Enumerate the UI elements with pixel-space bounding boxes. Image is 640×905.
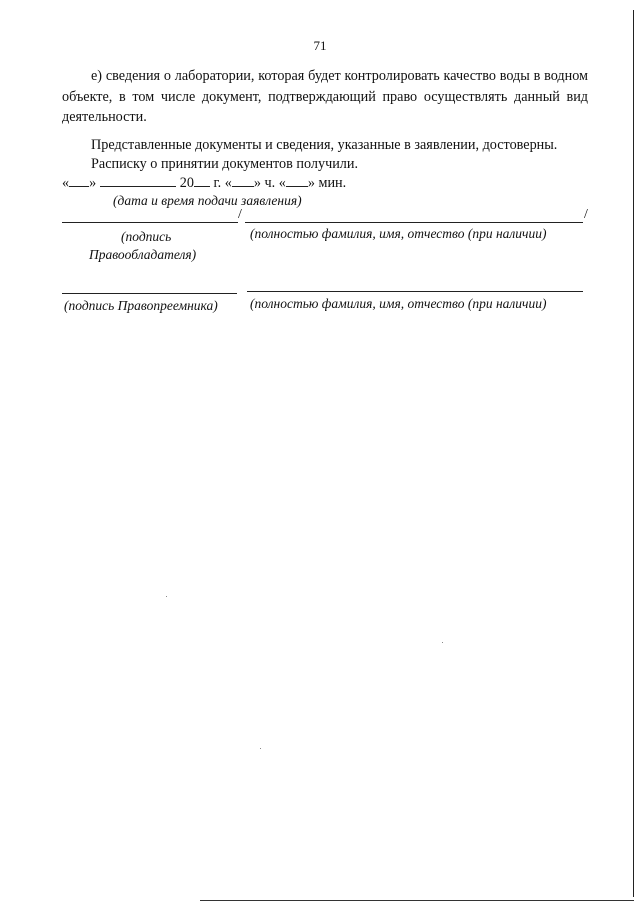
- month-blank: [100, 174, 176, 187]
- successor-fullname-line: [247, 291, 583, 292]
- minute-label: » мин.: [307, 175, 347, 191]
- paragraph-laboratory-info: е) сведения о лаборатории, которая будет контролировать качество воды в водном объекте, в том числе документ, подтверждающий право осуществлять данный вид деятельности.: [62, 68, 588, 125]
- scan-speck: [166, 596, 167, 597]
- holder-fullname-line: [245, 222, 583, 223]
- scan-speck: [260, 748, 261, 749]
- separator-slash-2: /: [584, 207, 588, 222]
- page-edge-bottom: [200, 900, 634, 901]
- scan-speck: [442, 642, 443, 643]
- separator-slash-1: /: [238, 207, 242, 222]
- hour-label: » ч.: [253, 175, 276, 191]
- year-blank: [194, 174, 210, 187]
- quote-open: «: [62, 175, 70, 191]
- minute-blank: [286, 174, 308, 187]
- page-number: 71: [313, 38, 327, 53]
- quote-close: »: [89, 175, 97, 191]
- year-suffix: г.: [213, 175, 222, 191]
- caption-successor-signature: (подпись Правопреемника): [64, 298, 218, 313]
- holder-signature-line: [62, 222, 238, 223]
- caption-successor-fullname: (полностью фамилия, имя, отчество (при наличии): [250, 296, 547, 311]
- caption-holder-signature-1: (подпись: [121, 229, 172, 244]
- date-caption: (дата и время подачи заявления): [113, 193, 302, 208]
- page-edge-right: [633, 10, 634, 897]
- receipt-received: Расписку о принятии документов получили.: [91, 156, 359, 172]
- caption-holder-signature-2: Правообладателя): [89, 247, 197, 262]
- hour-quote-open: «: [224, 175, 232, 191]
- year-prefix: 20: [179, 175, 194, 191]
- submission-date-line: [62, 174, 346, 192]
- hour-blank: [232, 174, 254, 187]
- minute-quote-open: «: [278, 175, 286, 191]
- statement-reliable: Представленные документы и сведения, указанные в заявлении, достоверны.: [91, 137, 558, 153]
- day-blank: [69, 174, 89, 187]
- successor-signature-line: [62, 293, 237, 294]
- caption-holder-fullname: (полностью фамилия, имя, отчество (при наличии): [250, 226, 547, 241]
